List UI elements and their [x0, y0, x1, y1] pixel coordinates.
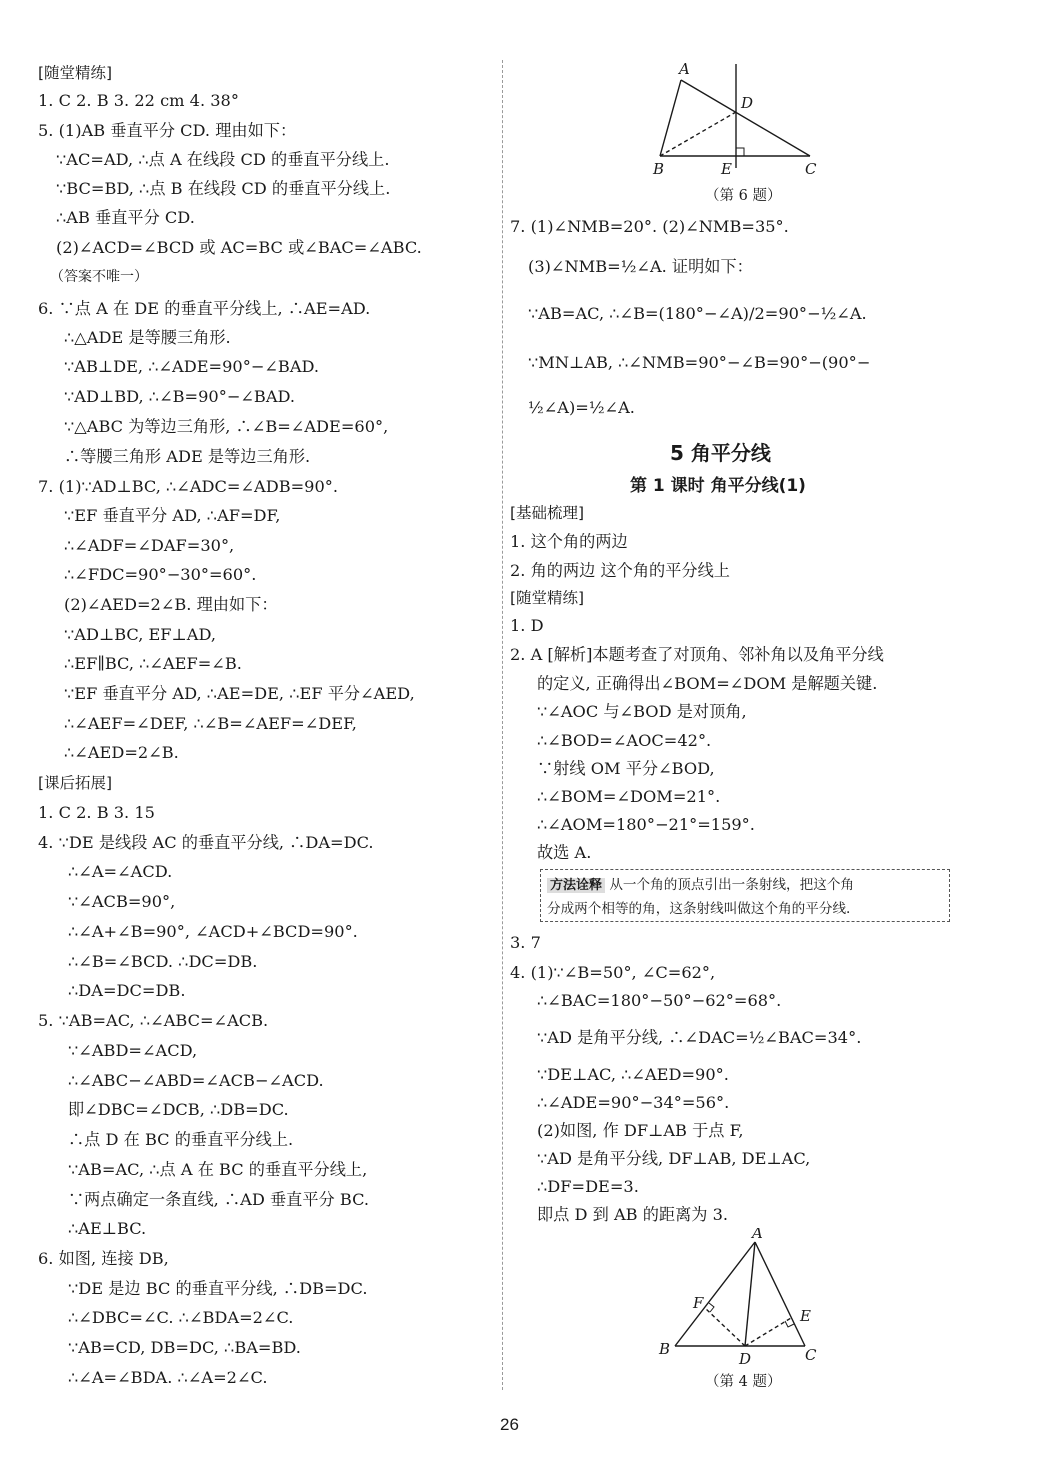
right-text-line: 1. 这个角的两边 — [510, 532, 628, 551]
right-text-line: 第 1 课时 角平分线(1) — [630, 476, 806, 496]
left-text-line: ∴∠A+∠B=90°, ∠ACD+∠BCD=90°. — [68, 922, 358, 941]
right-text-line: ∵AD 是角平分线, ∴∠DAC=½∠BAC=34°. — [537, 1028, 862, 1047]
column-divider — [502, 60, 503, 1390]
right-text-line: 即点 D 到 AB 的距离为 3. — [537, 1205, 729, 1224]
label-d: D — [741, 94, 754, 112]
dashed-df — [705, 1308, 745, 1346]
note-line-1 — [547, 874, 854, 897]
right-text-line: (3)∠NMB=½∠A. 证明如下： — [528, 257, 753, 276]
right-text-line: 5 角平分线 — [670, 441, 771, 465]
bisector-ad — [745, 1242, 755, 1346]
label-e: E — [800, 1307, 811, 1325]
left-text-line: [随堂精练] — [38, 64, 113, 82]
dashed-bd — [660, 112, 736, 156]
right-text-line: ∵射线 OM 平分∠BOD, — [537, 759, 715, 778]
edge-ab — [675, 1242, 755, 1346]
right-text-line: ∵∠AOC 与∠BOD 是对顶角, — [537, 702, 747, 721]
note-text-1: 从一个角的顶点引出一条射线，把这个角 — [609, 877, 855, 893]
dashed-de — [745, 1318, 791, 1346]
left-text-line: ∴∠AEF=∠DEF, ∴∠B=∠AEF=∠DEF, — [64, 714, 357, 733]
left-text-line: ∵∠ACB=90°, — [68, 892, 176, 911]
left-text-line: ∵AB⊥DE, ∴∠ADE=90°−∠BAD. — [64, 357, 320, 376]
right-text-line: 的定义, 正确得出∠BOM=∠DOM 是解题关键. — [537, 674, 878, 693]
left-text-line: ∴∠A=∠BDA. ∴∠A=2∠C. — [68, 1368, 268, 1387]
figure-6-caption: （第 6 题） — [705, 188, 782, 204]
left-text-line: ∵∠ABD=∠ACD, — [68, 1041, 198, 1060]
left-text-line: ∵AC=AD, ∴点 A 在线段 CD 的垂直平分线上. — [56, 150, 390, 169]
left-text-line: 即∠DBC=∠DCB, ∴DB=DC. — [68, 1100, 289, 1119]
left-text-line: ∵两点确定一条直线, ∴AD 垂直平分 BC. — [68, 1190, 370, 1209]
left-text-line: [课后拓展] — [38, 774, 113, 792]
right-text-line: (2)如图, 作 DF⊥AB 于点 F, — [537, 1121, 744, 1140]
figure-problem-4 — [655, 1228, 830, 1368]
right-text-line: 7. (1)∠NMB=20°. (2)∠NMB=35°. — [510, 217, 789, 236]
left-text-line: 1. C 2. B 3. 22 cm 4. 38° — [38, 91, 239, 110]
right-text-line: 3. 7 — [510, 933, 541, 952]
left-text-line: ∴AB 垂直平分 CD. — [56, 208, 195, 227]
right-text-line: ∴∠BAC=180°−50°−62°=68°. — [537, 991, 782, 1010]
left-text-line: ∵△ABC 为等边三角形, ∴∠B=∠ADE=60°, — [64, 417, 389, 436]
left-text-line: ∵AB=CD, DB=DC, ∴BA=BD. — [68, 1338, 301, 1357]
left-text-line: ∴∠A=∠ACD. — [68, 862, 173, 881]
left-text-line: ∴△ADE 是等腰三角形. — [64, 328, 231, 347]
right-text-line: ∴∠BOD=∠AOC=42°. — [537, 731, 712, 750]
right-text-line: ∴∠AOM=180°−21°=159°. — [537, 815, 755, 834]
edge-ac — [755, 1242, 805, 1346]
left-text-line: 1. C 2. B 3. 15 — [38, 803, 155, 822]
left-text-line: ∴AE⊥BC. — [68, 1219, 147, 1238]
right-text-line: 4. (1)∵∠B=50°, ∠C=62°, — [510, 963, 716, 982]
left-text-line: ∴∠ABC−∠ABD=∠ACB−∠ACD. — [68, 1071, 324, 1090]
left-text-line: ∵BC=BD, ∴点 B 在线段 CD 的垂直平分线上. — [56, 179, 391, 198]
label-d: D — [739, 1350, 752, 1368]
right-text-line: ∴∠ADE=90°−34°=56°. — [537, 1093, 730, 1112]
right-angle-mark — [736, 148, 744, 156]
left-text-line: ∴∠AED=2∠B. — [64, 743, 179, 762]
left-text-line: （答案不唯一） — [50, 269, 148, 285]
label-e: E — [721, 160, 732, 178]
left-text-line: ∴∠B=∠BCD. ∴DC=DB. — [68, 952, 258, 971]
label-a: A — [752, 1228, 763, 1242]
left-text-line: 4. ∵DE 是线段 AC 的垂直平分线, ∴DA=DC. — [38, 833, 374, 852]
left-text-line: ∴∠FDC=90°−30°=60°. — [64, 565, 257, 584]
figure-problem-6 — [645, 58, 830, 188]
left-text-line: ∴等腰三角形 ADE 是等边三角形. — [64, 447, 311, 466]
right-text-line: ∴DF=DE=3. — [537, 1177, 639, 1196]
edge-ac — [681, 80, 810, 156]
note-tag: 方法诠释 — [547, 878, 605, 893]
left-text-line: ∴点 D 在 BC 的垂直平分线上. — [68, 1130, 294, 1149]
left-text-line: 6. ∵点 A 在 DE 的垂直平分线上, ∴AE=AD. — [38, 299, 371, 318]
figure-4-caption: （第 4 题） — [705, 1374, 782, 1390]
right-text-line: ∵AD 是角平分线, DF⊥AB, DE⊥AC, — [537, 1149, 811, 1168]
label-c: C — [805, 160, 817, 178]
left-text-line: ∵AD⊥BD, ∴∠B=90°−∠BAD. — [64, 387, 296, 406]
left-text-line: ∴DA=DC=DB. — [68, 981, 186, 1000]
note-line-2: 分成两个相等的角，这条射线叫做这个角的平分线. — [547, 901, 851, 917]
left-text-line: 5. (1)AB 垂直平分 CD. 理由如下： — [38, 121, 297, 140]
left-text-line: ∵EF 垂直平分 AD, ∴AF=DF, — [64, 506, 281, 525]
right-text-line: ∵DE⊥AC, ∴∠AED=90°. — [537, 1065, 729, 1084]
label-c: C — [805, 1346, 817, 1364]
label-a: A — [679, 60, 690, 78]
right-text-line: 2. A [解析]本题考查了对顶角、邻补角以及角平分线 — [510, 645, 884, 664]
right-text-line: 2. 角的两边 这个角的平分线上 — [510, 561, 730, 580]
method-note-box — [540, 869, 950, 922]
page-number: 26 — [500, 1415, 519, 1434]
right-text-line: [基础梳理] — [510, 504, 585, 522]
left-text-line: 6. 如图, 连接 DB, — [38, 1249, 169, 1268]
right-text-line: 1. D — [510, 616, 544, 635]
left-text-line: ∵DE 是边 BC 的垂直平分线, ∴DB=DC. — [68, 1279, 368, 1298]
right-angle-f — [709, 1303, 714, 1312]
label-b: B — [653, 160, 665, 178]
right-text-line: 故选 A. — [537, 843, 592, 862]
right-text-line: ∵AB=AC, ∴∠B=(180°−∠A)/2=90°−½∠A. — [528, 304, 867, 323]
left-text-line: ∴EF∥BC, ∴∠AEF=∠B. — [64, 654, 242, 673]
label-b: B — [659, 1340, 671, 1358]
right-text-line: ∵MN⊥AB, ∴∠NMB=90°−∠B=90°−(90°− — [528, 353, 871, 372]
left-text-line: ∵AD⊥BC, EF⊥AD, — [64, 625, 216, 644]
right-text-line: ½∠A)=½∠A. — [528, 398, 635, 417]
left-text-line: 7. (1)∵AD⊥BC, ∴∠ADC=∠ADB=90°. — [38, 477, 339, 496]
left-text-line: (2)∠ACD=∠BCD 或 AC=BC 或∠BAC=∠ABC. — [56, 238, 422, 257]
left-text-line: ∵EF 垂直平分 AD, ∴AE=DE, ∴EF 平分∠AED, — [64, 684, 415, 703]
left-text-line: ∴∠DBC=∠C. ∴∠BDA=2∠C. — [68, 1308, 294, 1327]
left-text-line: ∴∠ADF=∠DAF=30°, — [64, 536, 235, 555]
left-text-line: 5. ∵AB=AC, ∴∠ABC=∠ACB. — [38, 1011, 269, 1030]
left-text-line: ∵AB=AC, ∴点 A 在 BC 的垂直平分线上, — [68, 1160, 368, 1179]
label-f: F — [693, 1294, 704, 1312]
right-text-line: [随堂精练] — [510, 589, 585, 607]
right-text-line: ∴∠BOM=∠DOM=21°. — [537, 787, 721, 806]
left-text-line: (2)∠AED=2∠B. 理由如下： — [64, 595, 278, 614]
edge-ab — [660, 80, 681, 156]
